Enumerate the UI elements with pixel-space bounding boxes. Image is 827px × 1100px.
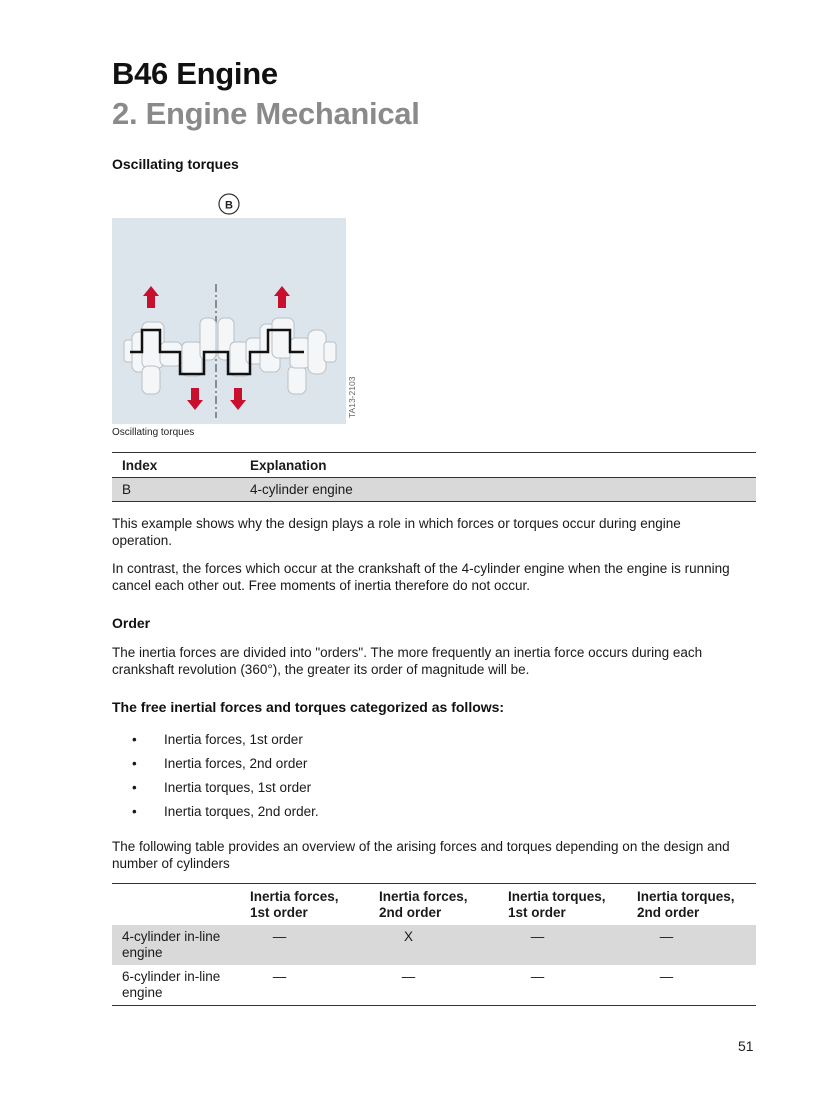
list-item: • Inertia forces, 2nd order [112,754,319,778]
list-item: • Inertia torques, 1st order [112,778,319,802]
index-header: Index [112,453,240,478]
table-row [112,925,756,965]
page-number: 51 [738,1038,754,1054]
figure-code: TA13-2103 [347,376,357,418]
bullet-icon: • [132,780,137,795]
index-table [112,452,756,502]
page-subtitle: 2. Engine Mechanical [112,96,420,131]
explanation-cell: 4-cylinder engine [240,478,756,502]
overview-header-blank [112,884,240,926]
paragraph-design: This example shows why the design plays a role in which forces or torques occur during engine operation. [112,516,681,548]
cell-value: — [240,965,369,1006]
bullet-icon: • [132,756,137,771]
cell-value: — [498,925,627,965]
paragraph-overview-intro: The following table provides an overview of the arising forces and torques depending on the design and number of cylinders [112,839,730,871]
cell-value: — [627,965,756,1006]
cell-value: X [369,925,498,965]
cell-value: — [627,925,756,965]
section-heading-order: Order [112,615,151,631]
index-cell: B [112,478,240,502]
crankshaft-figure [112,192,362,424]
row-label: 6-cylinder in-line engine [112,965,240,1006]
page-title: B46 Engine [112,56,278,91]
cell-value: — [498,965,627,1006]
row-label: 4-cylinder in-line engine [112,925,240,965]
section-heading-oscillating: Oscillating torques [112,156,239,172]
bullet-icon: • [132,804,137,819]
overview-header-forces-1st: Inertia forces, 1st order [240,884,369,926]
overview-table-header [112,884,756,926]
overview-table [112,883,756,1006]
figure-caption: Oscillating torques [112,427,195,438]
section-heading-categories: The free inertial forces and torques categorized as follows: [112,699,505,715]
figure-badge: B [225,199,233,212]
paragraph-contrast: In contrast, the forces which occur at the crankshaft of the 4-cylinder engine when the engine is running cancel each other out. Free moments of inertia therefore do not occur. [112,561,730,593]
explanation-header: Explanation [240,453,756,478]
overview-header-forces-2nd: Inertia forces, 2nd order [369,884,498,926]
table-row [112,965,756,1006]
crankshaft-illustration [112,192,362,424]
cell-value: — [240,925,369,965]
overview-header-torques-1st: Inertia torques, 1st order [498,884,627,926]
index-table-header [112,453,756,478]
overview-header-torques-2nd: Inertia torques, 2nd order [627,884,756,926]
cell-value: — [369,965,498,1006]
category-list [112,730,319,826]
list-item: • Inertia forces, 1st order [112,730,319,754]
paragraph-order: The inertia forces are divided into "orders". The more frequently an inertia force occurs during each crankshaft revolution (360°), the greater its order of magnitude will be. [112,645,703,677]
bullet-icon: • [132,732,137,747]
table-row [112,478,756,502]
list-item: • Inertia torques, 2nd order. [112,802,319,826]
